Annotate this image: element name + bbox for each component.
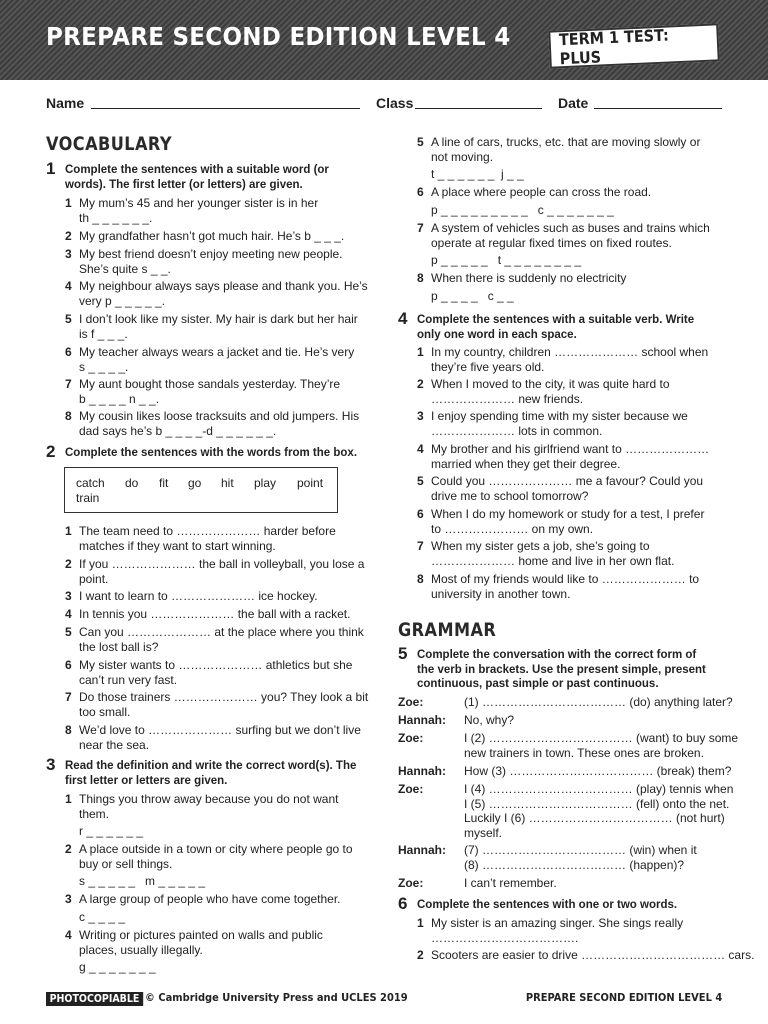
question-text[interactable]: We’d love to ………………… surfing but we don’t live (79, 723, 361, 737)
question-text[interactable]: ………………………………. (431, 930, 579, 945)
instruction-line: first letter or letters are given. (65, 774, 228, 787)
dialogue-text: I can’t remember. (464, 876, 557, 890)
question-number: 5 (65, 625, 72, 639)
question-text[interactable]: ………………… lots in common. (431, 423, 603, 438)
instruction-line: only one word in each space. (417, 328, 577, 341)
question-number: 2 (65, 557, 72, 571)
dialogue-text[interactable]: I (2) ……………………………… (want) to buy some (464, 731, 739, 745)
question-text[interactable]: p _ _ _ _ _ _ _ _ _ c _ _ _ _ _ _ _ (431, 202, 614, 217)
question-text: too small. (79, 704, 131, 719)
word-box (64, 467, 338, 513)
question-number: 7 (417, 221, 424, 235)
question-number: 7 (65, 377, 72, 391)
question-number: 4 (65, 607, 72, 621)
question-text: When I do my homework or study for a test, I prefer (431, 507, 705, 521)
question-number: 3 (65, 589, 72, 603)
question-text: When my sister gets a job, she’s going to (431, 539, 650, 553)
class-field[interactable] (415, 108, 542, 109)
question-number: 8 (417, 572, 424, 586)
question-text[interactable]: p _ _ _ _ c _ _ (431, 288, 514, 303)
exercise-instruction (65, 446, 357, 461)
question-text: not moving. (431, 149, 494, 164)
question-text[interactable]: My brother and his girlfriend want to ………………… (431, 442, 710, 456)
dialogue-text[interactable]: I (4) ……………………………… (play) tennis when (464, 782, 734, 796)
instruction-line: Read the definition and write the correct word(s). The (65, 760, 357, 772)
dialogue-text[interactable]: (8) ……………………………… (happen)? (464, 857, 685, 872)
question-number: 3 (417, 409, 424, 423)
question-number: 8 (417, 271, 424, 285)
question-number: 1 (65, 792, 72, 806)
instruction-line: Complete the sentences with a suitable word (or (65, 164, 329, 176)
exercise-number: 1 (46, 159, 56, 178)
question-number: 3 (65, 247, 72, 261)
instruction-line: continuous, past simple or past continuous. (417, 678, 659, 690)
question-number: 5 (417, 135, 424, 149)
question-text[interactable]: Scooters are easier to drive ……………………………… cars. (431, 948, 755, 962)
question-text[interactable]: th _ _ _ _ _ _. (79, 210, 153, 225)
box-word: point (297, 476, 324, 490)
question-text: My sister is an amazing singer. She sings really (431, 916, 684, 930)
question-text[interactable]: t _ _ _ _ _ _ j _ _ (431, 167, 524, 181)
question-text: My teacher always wears a jacket and tie. He’s very (79, 345, 355, 359)
question-number: 7 (417, 539, 424, 553)
question-text[interactable]: b _ _ _ _ n _ _. (79, 391, 160, 406)
box-word: play (254, 476, 277, 490)
question-text[interactable]: If you ………………… the ball in volleyball, you lose a (79, 557, 365, 571)
question-text: My cousin likes loose tracksuits and old jumpers. His (79, 409, 360, 423)
question-number: 8 (65, 409, 72, 423)
question-text: the lost ball is? (79, 639, 159, 654)
question-text: My mum’s 45 and her younger sister is in her (79, 196, 319, 210)
question-text: can’t run very fast. (79, 672, 178, 687)
dialogue-text[interactable]: I (5) ……………………………… (fell) onto the net. (464, 796, 730, 811)
question-text[interactable]: The team need to ………………… harder before (79, 524, 336, 538)
question-text: A place where people can cross the road. (431, 185, 652, 199)
question-number: 1 (65, 524, 72, 538)
question-text[interactable]: c _ _ _ _ (79, 909, 126, 924)
question-number: 4 (65, 928, 72, 942)
question-number: 5 (417, 474, 424, 488)
speaker-name: Zoe: (398, 731, 424, 745)
question-text: places, usually illegally. (79, 942, 203, 957)
class-label: Class (376, 95, 414, 111)
question-text: Things you throw away because you do not want (79, 792, 339, 806)
speaker-name: Hannah: (398, 764, 446, 778)
exercise-instruction (417, 898, 677, 913)
question-text[interactable]: s _ _ _ _ _ m _ _ _ _ _ (79, 874, 206, 888)
box-word: go (188, 476, 202, 490)
instruction-line: the verb in brackets. Use the present simple, present (417, 663, 706, 676)
dialogue-text[interactable]: How (3) ……………………………… (break) them? (464, 764, 732, 778)
exercise-instruction (417, 648, 706, 692)
question-text: I enjoy spending time with my sister because we (431, 409, 688, 423)
question-text[interactable]: My grandfather hasn’t got much hair. He’s b _ _ _. (79, 229, 345, 243)
test-label: TERM 1 TEST: PLUS (558, 25, 670, 69)
question-number: 2 (65, 229, 72, 243)
conversation (398, 695, 739, 890)
question-number: 2 (417, 377, 424, 391)
question-text: My neighbour always says please and thank you. He’s (79, 279, 368, 293)
speaker-name: Hannah: (398, 713, 446, 727)
question-text: buy or sell things. (79, 856, 173, 871)
question-number: 7 (65, 690, 72, 704)
question-text[interactable]: Can you ………………… at the place where you think (79, 625, 364, 639)
question-text: A line of cars, trucks, etc. that are moving slowly or (431, 135, 701, 149)
exercise-number: 5 (398, 644, 408, 663)
question-text[interactable]: g _ _ _ _ _ _ _ (79, 960, 156, 974)
photocopiable-badge: PHOTOCOPIABLE (46, 992, 143, 1006)
question-text[interactable]: In tennis you ………………… the ball with a racket. (79, 607, 351, 621)
exercise-instruction (65, 759, 356, 788)
instruction-line: Complete the sentences with a suitable verb. Write (417, 314, 695, 326)
header-banner (0, 0, 768, 80)
exercise-number: 6 (398, 894, 408, 913)
question-number: 3 (65, 892, 72, 906)
question-text[interactable]: ………………… new friends. (431, 391, 584, 406)
speaker-name: Zoe: (398, 876, 424, 890)
question-text[interactable]: r _ _ _ _ _ _ (79, 824, 144, 838)
question-text: My aunt bought those sandals yesterday. They’re (79, 377, 341, 391)
question-text: near the sea. (79, 737, 150, 752)
question-text: When there is suddenly no electricity (431, 271, 627, 285)
name-field[interactable] (91, 108, 360, 109)
question-text: point. (79, 571, 109, 586)
question-text: I don’t look like my sister. My hair is dark but her hair (79, 312, 358, 326)
box-word: do (125, 476, 139, 490)
question-number: 4 (65, 279, 72, 293)
instruction-line: words). The first letter (or letters) are given. (65, 178, 303, 191)
footer-title: PREPARE SECOND EDITION LEVEL 4 (525, 991, 722, 1004)
instruction-line: Complete the conversation with the correct form of (417, 649, 697, 661)
exercise-number: 3 (46, 755, 56, 774)
speaker-name: Zoe: (398, 695, 424, 709)
question-text[interactable]: to ………………… on my own. (431, 521, 594, 536)
question-text: operate at regular fixed times on fixed routes. (431, 235, 672, 250)
question-text[interactable]: s _ _ _ _. (79, 359, 129, 374)
date-label: Date (558, 95, 589, 111)
question-number: 4 (417, 442, 424, 456)
question-text: A place outside in a town or city where people go to (79, 842, 353, 856)
name-label: Name (46, 95, 85, 111)
dialogue-text[interactable]: (1) ……………………………… (do) anything later? (464, 695, 733, 709)
question-text: them. (79, 806, 110, 821)
question-number: 8 (65, 723, 72, 737)
exercise-number: 2 (46, 442, 56, 461)
question-text: My best friend doesn’t enjoy meeting new people. (79, 247, 343, 261)
question-number: 5 (65, 312, 72, 326)
speaker-name: Hannah: (398, 843, 446, 857)
dialogue-text: myself. (464, 825, 503, 840)
question-text: they’re five years old. (431, 359, 545, 374)
question-number: 1 (417, 916, 424, 930)
speaker-name: Zoe: (398, 782, 424, 796)
exercise-instruction (417, 313, 694, 342)
question-number: 6 (65, 345, 72, 359)
question-text[interactable]: p _ _ _ _ _ t _ _ _ _ _ _ _ _ (431, 253, 582, 267)
box-word: train (76, 491, 100, 505)
grammar-heading: GRAMMAR (398, 619, 497, 641)
question-text[interactable]: dad says he’s b _ _ _ _-d _ _ _ _ _ _. (79, 423, 277, 438)
dialogue-text: No, why? (464, 713, 515, 727)
question-text[interactable]: Could you ………………… me a favour? Could you (431, 474, 704, 488)
question-text[interactable]: Most of my friends would like to ………………… to (431, 572, 700, 586)
question-text: university in another town. (431, 586, 571, 601)
instruction-line: Complete the sentences with one or two words. (417, 899, 678, 911)
question-text[interactable]: Do those trainers ………………… you? They look a bit (79, 690, 369, 704)
box-word: hit (221, 476, 234, 490)
question-number: 6 (417, 507, 424, 521)
dialogue-text: new trainers in town. These ones are broken. (464, 745, 704, 760)
question-text[interactable]: ………………… home and live in her own flat. (431, 553, 675, 568)
question-number: 1 (417, 345, 424, 359)
question-text: When I moved to the city, it was quite hard to (431, 377, 670, 391)
exercise-instruction (65, 163, 329, 192)
date-field[interactable] (594, 108, 722, 109)
question-text: matches if they want to start winning. (79, 538, 276, 553)
question-number: 1 (65, 196, 72, 210)
exercise-number: 4 (398, 309, 408, 328)
question-text: A large group of people who have come together. (79, 892, 341, 906)
dialogue-text[interactable]: (7) ……………………………… (win) when it (464, 843, 697, 857)
question-text[interactable]: She’s quite s _ _. (79, 261, 171, 276)
question-text: A system of vehicles such as buses and trains which (431, 221, 710, 235)
page-title: PREPARE SECOND EDITION LEVEL 4 (46, 22, 511, 51)
dialogue-text[interactable]: Luckily I (6) ……………………………… (not hurt) (464, 811, 725, 825)
box-word: fit (159, 476, 169, 490)
question-number: 2 (417, 948, 424, 962)
question-text: Writing or pictures painted on walls and public (79, 928, 323, 942)
question-text[interactable]: In my country, children ………………… school when (431, 345, 709, 359)
instruction-line: Complete the sentences with the words from the box. (65, 447, 358, 459)
question-text[interactable]: I want to learn to ………………… ice hockey. (79, 589, 318, 603)
vocabulary-heading: VOCABULARY (46, 133, 173, 155)
question-number: 6 (417, 185, 424, 199)
question-number: 2 (65, 842, 72, 856)
copyright-text: © Cambridge University Press and UCLES 2019 (145, 991, 408, 1004)
question-number: 6 (65, 658, 72, 672)
question-text[interactable]: My sister wants to ………………… athletics but she (79, 658, 353, 672)
question-text: married when they get their degree. (431, 456, 621, 471)
question-text: drive me to school tomorrow? (431, 488, 589, 503)
question-text[interactable]: is f _ _ _. (79, 326, 128, 341)
box-word: catch (76, 476, 105, 490)
question-text[interactable]: very p _ _ _ _ _. (79, 293, 166, 308)
test-label-box (548, 23, 719, 68)
